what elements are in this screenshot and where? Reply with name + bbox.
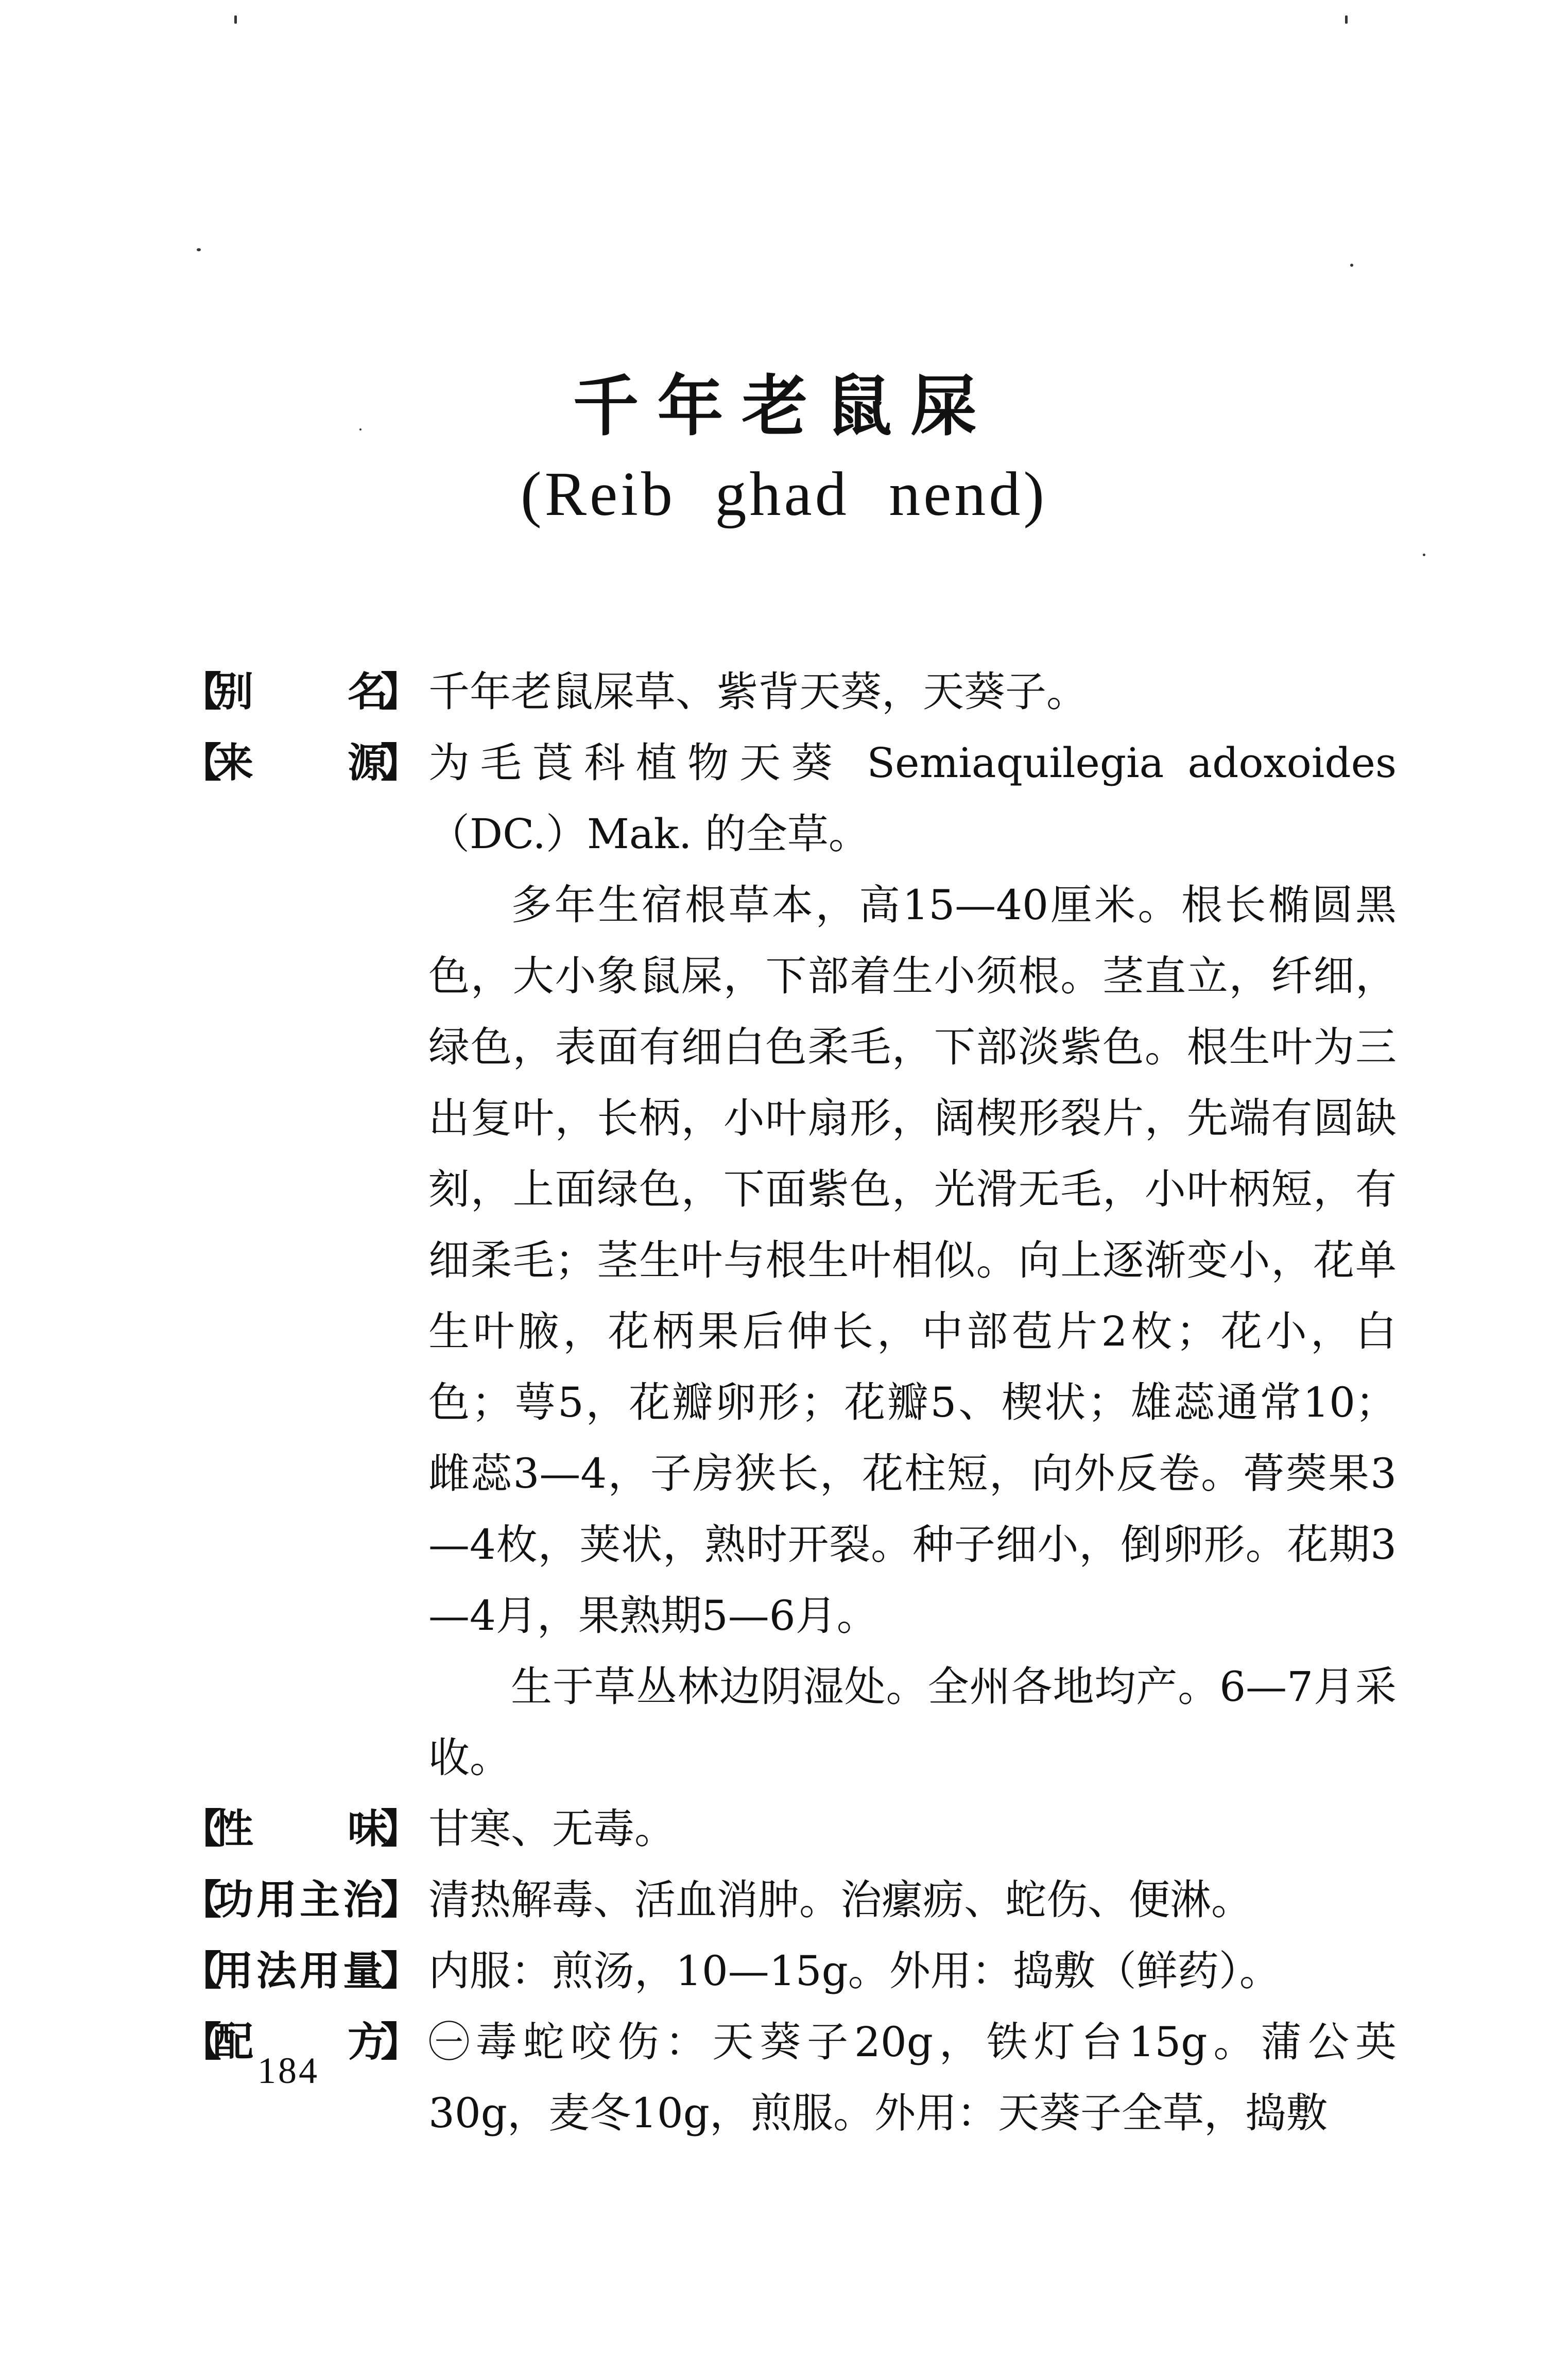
scan-speck [359,428,361,430]
entry-nature-taste: 【 性 味 】 甘寒、无毒。 [181,1794,1397,1865]
document-body [181,657,1397,2149]
entry-content: 为毛莨科植物天葵 Semiaquilegia adoxoides（DC.）Mak. 的全草。 [428,739,1397,858]
entry-prescription: 【 配 方 】 ㊀毒蛇咬伤：天葵子20g，铁灯台15g。蒲公英30g，麦冬10g，煎服。外用：天葵子全草，捣敷 [181,2007,1397,2149]
scan-speck [1350,264,1353,267]
entry-function: 【 功用主治 】 清热解毒、活血消肿。治瘰疬、蛇伤、便淋。 [181,1865,1397,1936]
entry-content: 千年老鼠屎草、紫背天葵，天葵子。 [428,668,1088,716]
habitat-paragraph: 生于草丛林边阴湿处。全州各地均产。6—7月采收。 [428,1663,1397,1782]
page-title: 千年老鼠屎 [573,368,995,445]
page-subtitle: (Reib ghad nend) [521,459,1047,529]
page-number: 184 [257,2050,319,2091]
scan-speck [1423,554,1425,556]
entry-content: 甘寒、无毒。 [428,1805,676,1853]
scan-speck [1345,15,1348,24]
entry-content: 内服：煎汤，10—15g。外用：捣敷（鲜药）。 [428,1947,1281,1995]
scan-speck [234,15,237,24]
entry-content: ㊀毒蛇咬伤：天葵子20g，铁灯台15g。蒲公英30g，麦冬10g，煎服。外用：天葵子全草，捣敷 [428,2018,1397,2137]
entry-usage: 【 用法用量 】 内服：煎汤，10—15g。外用：捣敷（鲜药）。 [181,1936,1397,2007]
description-paragraph: 多年生宿根草本，高15—40厘米。根长椭圆黑色，大小象鼠屎，下部着生小须根。茎直立，纤细，绿色，表面有细白色柔毛，下部淡紫色。根生叶为三出复叶，长柄，小叶扇形，阔楔形裂片，先端有圆缺刻，上面绿色，下面紫色，光滑无毛，小叶柄短，有细柔毛；茎生叶与根生叶相似。向上逐渐变小，花单生叶腋，花柄果后伸长，中部苞片2枚；花小，白色；萼5，花瓣卵形；花瓣5、楔状；雄蕊通常10；雌蕊3—4，子房狭长，花柱短，向外反卷。蓇葖果3—4枚，荚状，熟时开裂。种子细小，倒卵形。花期3—4月，果熟期5—6月。 [428,881,1397,1640]
entry-alias: 【 别 名 】 千年老鼠屎草、紫背天葵，天葵子。 [181,657,1397,728]
entry-content: 清热解毒、活血消肿。治瘰疬、蛇伤、便淋。 [428,1876,1252,1924]
scan-speck [197,248,201,251]
entry-source: 【 来 源 】 为毛莨科植物天葵 Semiaquilegia adoxoides（DC.）Mak. 的全草。 [181,728,1397,870]
